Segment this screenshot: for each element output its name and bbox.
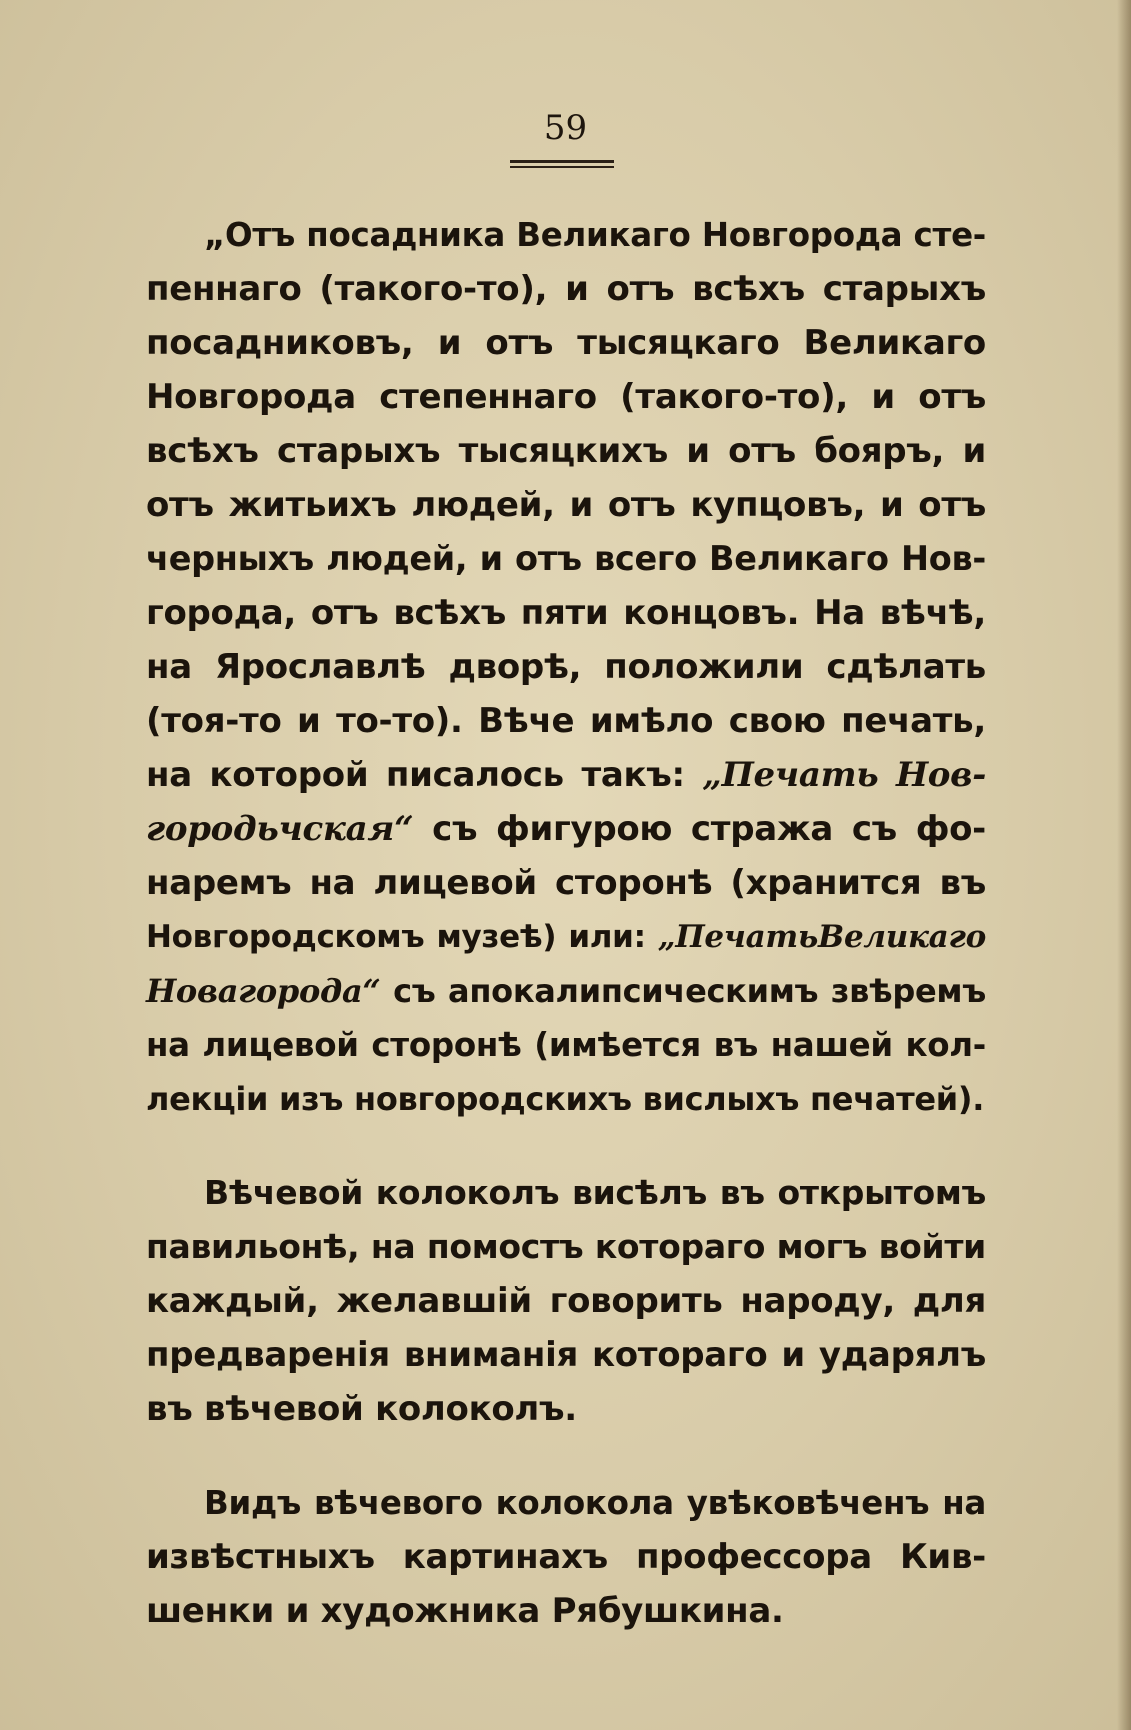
text-line: шенки и художника Рябушкина. bbox=[146, 1591, 784, 1631]
text-line bbox=[146, 802, 986, 856]
text-line: отъ житьихъ людей, и отъ купцовъ, и отъ bbox=[146, 485, 986, 525]
text-line bbox=[146, 910, 986, 964]
body-text bbox=[146, 208, 986, 1638]
italic-seal-name: Новагорода“ bbox=[146, 972, 381, 1010]
text-segment: Новгородскомъ музеѣ) или: bbox=[146, 919, 658, 955]
text-line: (тоя-то и то-то). Вѣче имѣло свою печать, bbox=[146, 701, 986, 741]
page-edge-shadow bbox=[1117, 0, 1131, 1730]
italic-seal-name: „ПечатьВеликаго bbox=[657, 919, 986, 955]
text-line: „Отъ посадника Великаго Новгорода сте- bbox=[204, 216, 986, 254]
text-line: черныхъ людей, и отъ всего Великаго Нов- bbox=[146, 539, 986, 578]
text-line: каждый, желавшій говорить народу, для bbox=[146, 1281, 986, 1321]
page-number: 59 bbox=[543, 108, 588, 148]
text-segment: на которой писалось такъ: bbox=[146, 755, 703, 795]
text-line bbox=[146, 748, 986, 802]
italic-seal-name: „Печать Нов- bbox=[702, 755, 987, 795]
paragraph-2 bbox=[146, 1166, 986, 1436]
text-segment: съ фигурою стража съ фо- bbox=[413, 809, 986, 849]
text-line: Вѣчевой колоколъ висѣлъ въ открытомъ bbox=[204, 1173, 986, 1212]
text-line: пеннаго (такого-то), и отъ всѣхъ старыхъ bbox=[146, 269, 986, 309]
page-number-rule-top bbox=[510, 160, 614, 163]
text-line: на Ярославлѣ дворѣ, положили сдѣлать bbox=[146, 647, 986, 687]
paragraph-3 bbox=[146, 1476, 986, 1638]
text-line: посадниковъ, и отъ тысяцкаго Великаго bbox=[146, 323, 986, 363]
text-line: павильонѣ, на помостъ котораго могъ войти bbox=[146, 1227, 986, 1266]
text-line: всѣхъ старыхъ тысяцкихъ и отъ бояръ, и bbox=[146, 431, 986, 471]
italic-seal-name: городьчская“ bbox=[146, 809, 414, 849]
page-number-rule-bottom bbox=[510, 166, 614, 168]
text-line: Видъ вѣчевого колокола увѣковѣченъ на bbox=[204, 1484, 986, 1522]
text-line: въ вѣчевой колоколъ. bbox=[146, 1389, 577, 1429]
text-line: Новгорода степеннаго (такого-то), и отъ bbox=[146, 377, 986, 417]
paragraph-1 bbox=[146, 208, 986, 1126]
text-line: лекціи изъ новгородскихъ вислыхъ печатей). bbox=[146, 1080, 985, 1118]
text-line: предваренія вниманія котораго и ударялъ bbox=[146, 1335, 986, 1375]
text-line: на лицевой сторонѣ (имѣется въ нашей кол- bbox=[146, 1026, 986, 1064]
text-line: наремъ на лицевой сторонѣ (хранится въ bbox=[146, 863, 986, 903]
text-line: города, отъ всѣхъ пяти концовъ. На вѣчѣ, bbox=[146, 593, 986, 633]
text-line: извѣстныхъ картинахъ профессора Кив- bbox=[146, 1537, 986, 1577]
text-segment: съ апокалипсическимъ звѣремъ bbox=[380, 972, 986, 1010]
text-line bbox=[146, 964, 986, 1018]
